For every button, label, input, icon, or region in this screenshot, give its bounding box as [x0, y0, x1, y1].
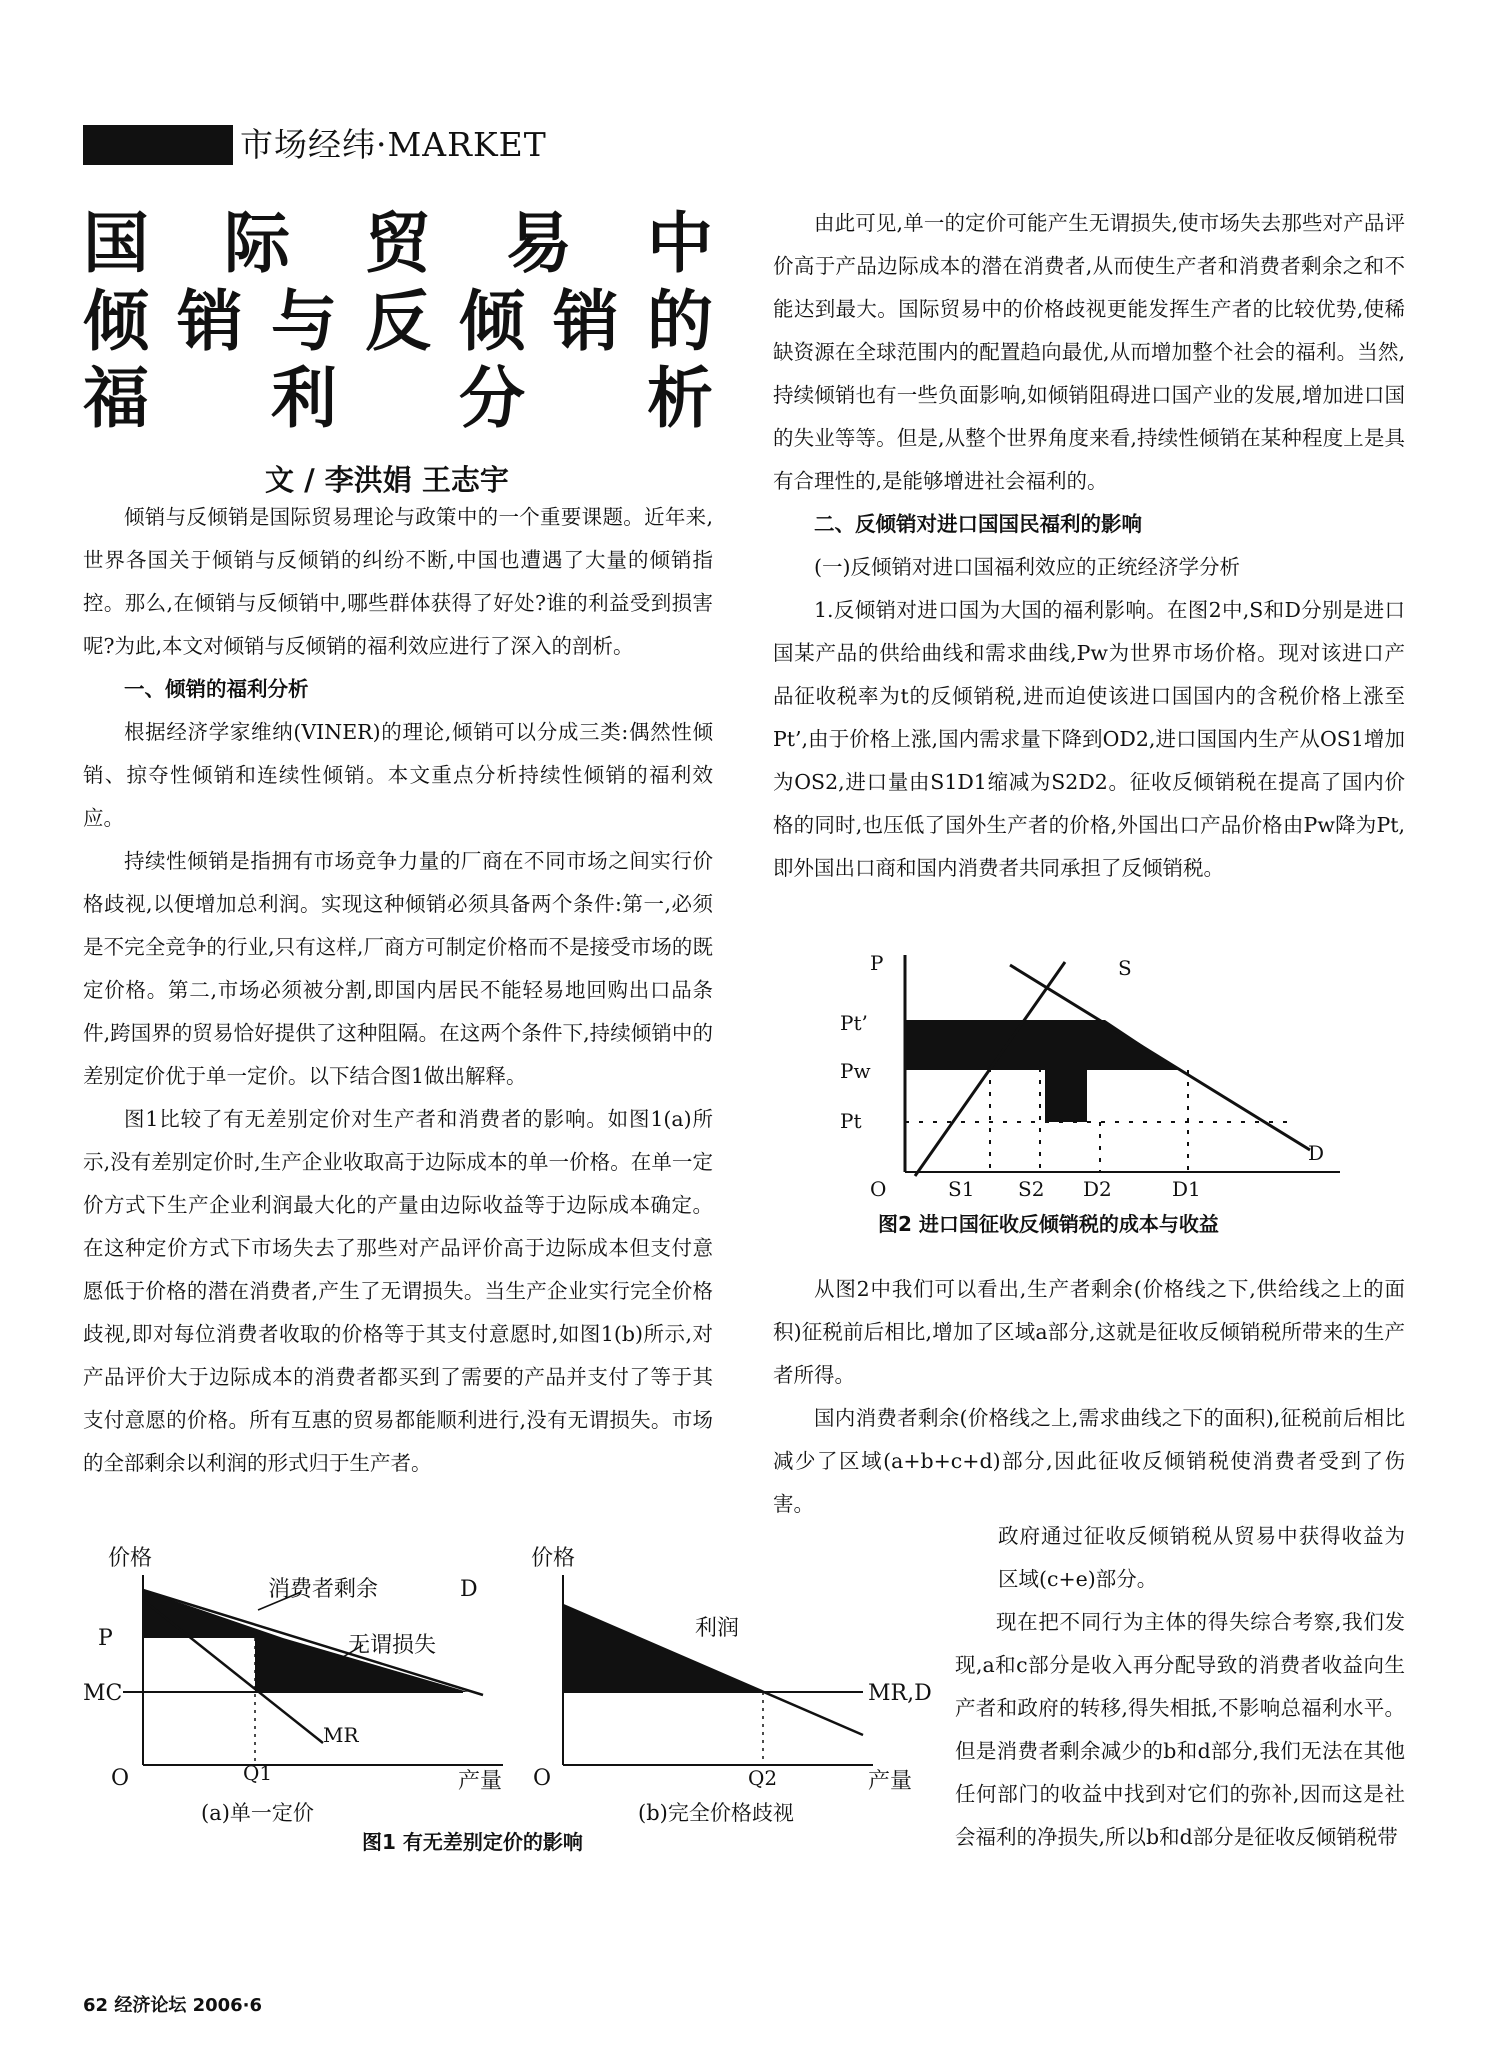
title-char: 的: [647, 283, 713, 360]
fig1a-p-label: P: [98, 1626, 113, 1651]
title-line-1: [83, 205, 713, 282]
title-char: 易: [506, 205, 572, 282]
title-char: 倾: [83, 283, 149, 360]
right-column-bottom: [955, 1601, 1405, 1859]
fig1a-o-label: O: [111, 1766, 130, 1791]
paragraph: 国内消费者剩余(价格线之上,需求曲线之下的面积),征税前后相比减少了区域(a+b+c+d)部分,因此征收反倾销税使消费者受到了伤害。: [773, 1406, 1405, 1516]
title-char: 际: [224, 205, 290, 282]
title-char: 析: [647, 360, 713, 437]
section-heading: 二、反倾销对进口国国民福利的影响: [814, 512, 1142, 536]
d1-label: D1: [1172, 1177, 1201, 1201]
paragraph: 持续性倾销是指拥有市场竞争力量的厂商在不同市场之间实行价格歧视,以便增加总利润。实现这种倾销必须具备两个条件:第一,必须是不完全竞争的行业,只有这样,厂商方可制定价格而不是接受市场的既定价格。第二,市场必须被分割,即国内居民不能轻易地回购出口品条件,跨国界的贸易恰好提供了这种阻隔。在这两个条件下,持续倾销中的差别定价优于单一定价。以下结合图1做出解释。: [83, 849, 713, 1088]
fig1b-xlabel: 产量: [868, 1769, 913, 1794]
left-column: [83, 496, 713, 1485]
right-column-p5: [998, 1515, 1405, 1601]
fig1a-dwl-label: 无谓损失: [348, 1633, 437, 1658]
paragraph: 倾销与反倾销是国际贸易理论与政策中的一个重要课题。近年来,世界各国关于倾销与反倾销的纠纷不断,中国也遭遇了大量的倾销指控。那么,在倾销与反倾销中,哪些群体获得了好处?谁的利益受到损害呢?为此,本文对倾销与反倾销的福利效应进行了深入的剖析。: [83, 505, 713, 658]
title-line-2: [83, 283, 713, 360]
right-column-middle: [773, 1268, 1405, 1526]
figure-1-caption: 图1 有无差别定价的影响: [362, 1830, 583, 1854]
title-char: 贸: [365, 205, 431, 282]
fig1a-mr-label: MR: [323, 1723, 359, 1747]
fig1b-mrd-label: MR,D: [868, 1681, 932, 1706]
title-char: 分: [459, 360, 525, 437]
section-heading: 一、倾销的福利分析: [124, 677, 309, 701]
fig1b-subcaption: (b)完全价格歧视: [638, 1801, 794, 1825]
fig1b-ylabel: 价格: [531, 1546, 576, 1571]
paragraph: 政府通过征收反倾销税从贸易中获得收益为区域(c+e)部分。: [998, 1524, 1405, 1591]
title-char: 福: [83, 360, 149, 437]
p-axis-label: P: [870, 951, 884, 975]
fig1a-ylabel: 价格: [108, 1546, 153, 1571]
fig1a-xlabel: 产量: [458, 1769, 503, 1794]
supply-label: S: [1118, 956, 1132, 980]
pt-label: Pt: [840, 1109, 862, 1133]
paragraph: 图1比较了有无差别定价对生产者和消费者的影响。如图1(a)所示,没有差别定价时,生产企业收取高于边际成本的单一价格。在单一定价方式下生产企业利润最大化的产量由边际收益等于边际成本确定。在这种定价方式下市场失去了那些对产品评价高于边际成本但支付意愿低于价格的潜在消费者,产生了无谓损失。当生产企业实行完全价格歧视,即对每位消费者收取的价格等于其支付意愿时,如图1(b)所示,对产品评价大于边际成本的消费者都买到了需要的产品并支付了等于其支付意愿的价格。所有互惠的贸易都能顺利进行,没有无谓损失。市场的全部剩余以利润的形式归于生产者。: [83, 1107, 713, 1475]
subsection-heading: (一)反倾销对进口国福利效应的正统经济学分析: [814, 555, 1240, 579]
title-char: 销: [553, 283, 619, 360]
title-char: 倾: [459, 283, 525, 360]
title-line-3: [83, 360, 713, 437]
origin-label: O: [870, 1177, 887, 1201]
header-black-bar: [83, 125, 233, 165]
fig1b-profit-label: 利润: [695, 1616, 740, 1641]
s2-label: S2: [1018, 1177, 1045, 1201]
paragraph: 由此可见,单一的定价可能产生无谓损失,使市场失去那些对产品评价高于产品边际成本的潜在消费者,从而使生产者和消费者剩余之和不能达到最大。国际贸易中的价格歧视更能发挥生产者的比较优势,使稀缺资源在全球范围内的配置趋向最优,从而增加整个社会的福利。当然,持续倾销也有一些负面影响,如倾销阻碍进口国产业的发展,增加进口国的失业等等。但是,从整个世界角度来看,持续性倾销在某种程度上是具有合理性的,是能够增进社会福利的。: [773, 211, 1405, 493]
fig1b-o-label: O: [533, 1766, 552, 1791]
figure-2: [830, 940, 1350, 1240]
fig1a-q1-label: Q1: [243, 1761, 273, 1785]
s1-label: S1: [948, 1177, 975, 1201]
paragraph: 现在把不同行为主体的得失综合考察,我们发现,a和c部分是收入再分配导致的消费者收益向生产者和政府的转移,得失相抵,不影响总福利水平。但是消费者剩余减少的b和d部分,我们无法在其他任何部门的收益中找到对它们的弥补,因而这是社会福利的净损失,所以b和d部分是征收反倾销税带: [955, 1610, 1405, 1849]
figure-2-caption: 图2 进口国征收反倾销税的成本与收益: [878, 1212, 1219, 1236]
pw-label: Pw: [840, 1059, 871, 1083]
fig1a-mc-label: MC: [83, 1681, 123, 1706]
page-footer: 62 经济论坛 2006·6: [83, 1995, 263, 2016]
author-line: 文 / 李洪娟 王志宇: [265, 463, 509, 497]
pt-prime-label: Pt’: [840, 1011, 868, 1035]
title-char: 销: [177, 283, 243, 360]
right-column-top: [773, 202, 1405, 890]
paragraph: 1.反倾销对进口国为大国的福利影响。在图2中,S和D分别是进口国某产品的供给曲线和需求曲线,Pw为世界市场价格。现对该进口产品征收税率为t的反倾销税,进而迫使该进口国国内的含税价格上涨至Pt’,由于价格上涨,国内需求量下降到OD2,进口国国内生产从OS1增加为OS2,进口量由S1D1缩减为S2D2。征收反倾销税在提高了国内价格的同时,也压低了国外生产者的价格,外国出口产品价格由Pw降为Pt,即外国出口商和国内消费者共同承担了反倾销税。: [773, 598, 1405, 880]
title-char: 中: [647, 205, 713, 282]
paragraph: 根据经济学家维纳(VINER)的理论,倾销可以分成三类:偶然性倾销、掠夺性倾销和连续性倾销。本文重点分析持续性倾销的福利效应。: [83, 720, 713, 830]
d2-label: D2: [1083, 1177, 1112, 1201]
fig1a-subcaption: (a)单一定价: [201, 1801, 314, 1825]
section-header: 市场经纬·MARKET: [240, 125, 547, 164]
title-char: 与: [271, 283, 337, 360]
title-char: 国: [83, 205, 149, 282]
fig1b-q2-label: Q2: [748, 1766, 778, 1790]
demand-label: D: [1308, 1141, 1325, 1165]
paragraph: 从图2中我们可以看出,生产者剩余(价格线之下,供给线之上的面积)征税前后相比,增加了区域a部分,这就是征收反倾销税所带来的生产者所得。: [773, 1277, 1405, 1387]
fig1a-d-label: D: [460, 1577, 478, 1602]
title-char: 反: [365, 283, 431, 360]
title-char: 利: [271, 360, 337, 437]
fig1a-cs-label: 消费者剩余: [268, 1577, 379, 1602]
